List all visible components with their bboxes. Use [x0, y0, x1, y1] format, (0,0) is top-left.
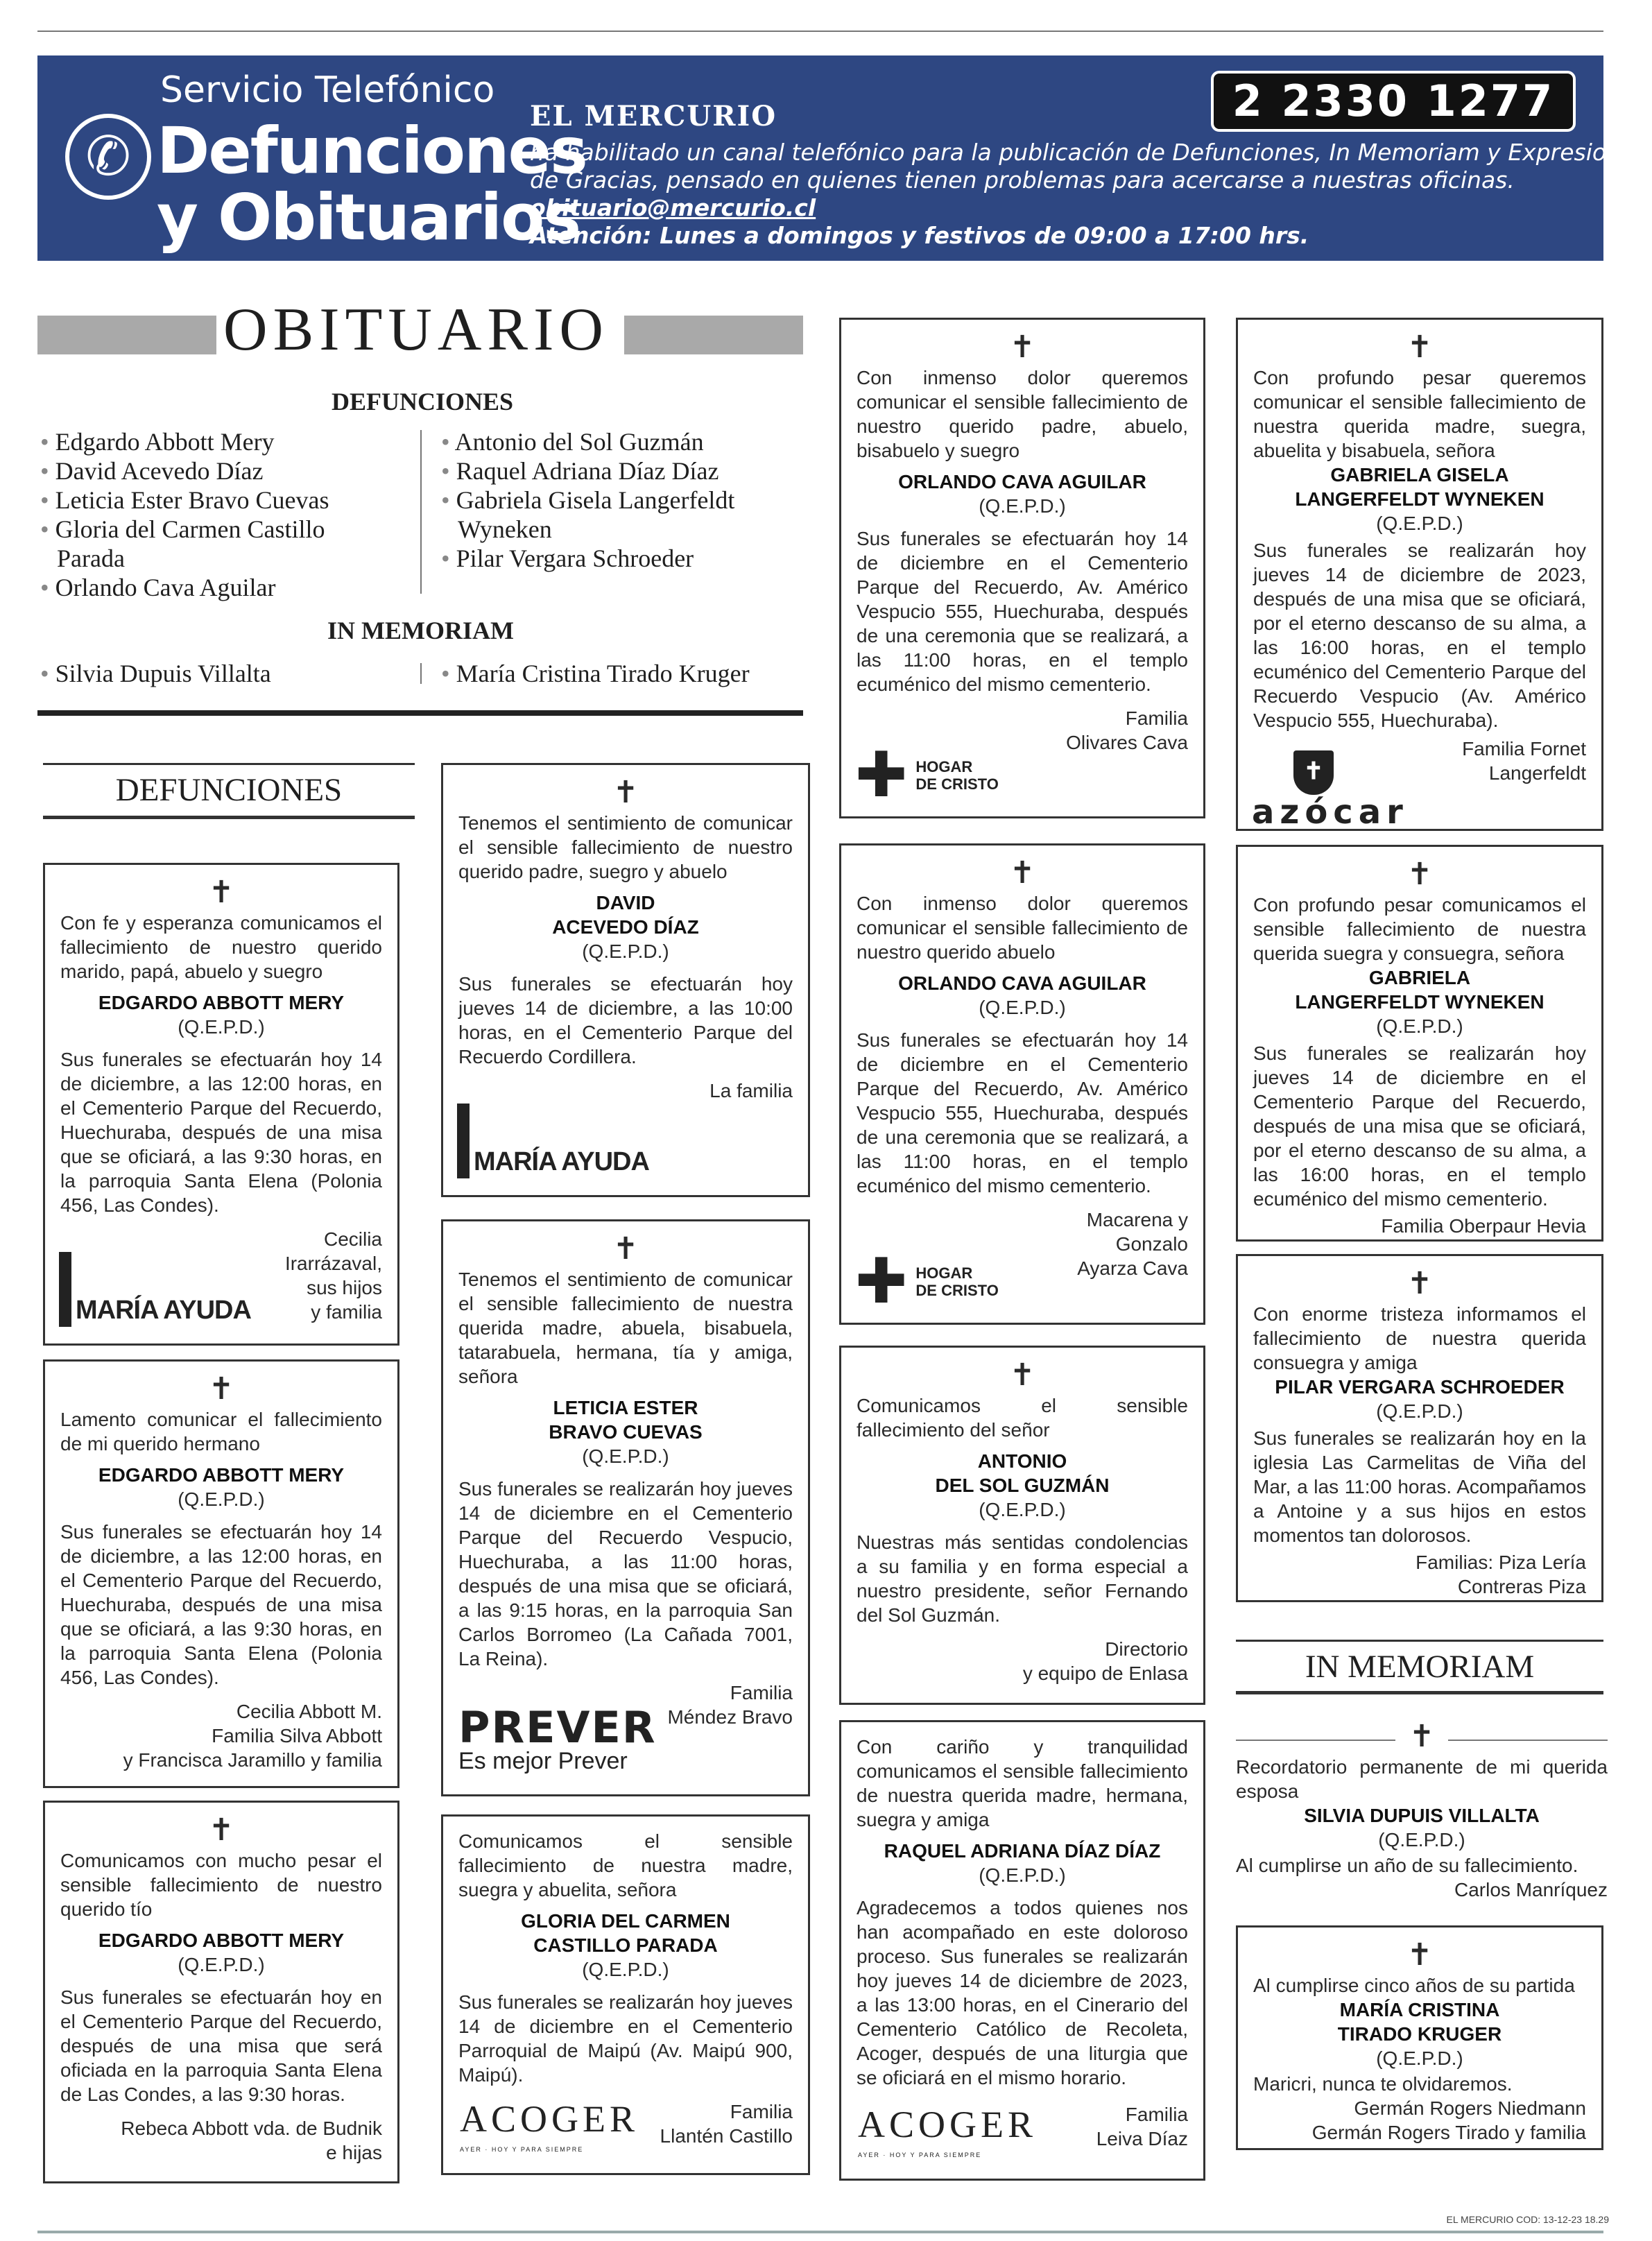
obituary-notice-langerfeldt-2: [1236, 845, 1603, 1242]
deceased-name: ORLANDO CAVA AGUILAR: [898, 471, 1146, 492]
index-memoriam-right[interactable]: • María Cristina Tirado Kruger: [441, 660, 750, 687]
qepd: (Q.E.P.D.): [582, 1445, 669, 1467]
notice-signature: Carlos Manríquez: [1454, 1879, 1608, 1900]
notice-signature: Macarena y Gonzalo Ayarza Cava: [1077, 1209, 1188, 1279]
qepd: (Q.E.P.D.): [979, 495, 1066, 517]
cross-icon: ✝: [612, 1231, 639, 1267]
notice-signature: Familia Leiva Díaz: [1096, 2104, 1188, 2149]
cross-icon: ✝: [1406, 329, 1433, 365]
notice-body: Al cumplirse un año de su fallecimiento.: [1236, 1855, 1578, 1876]
obituary-notice-langerfeldt-1: [1236, 318, 1603, 831]
newspaper-name: EL MERCURIO: [530, 100, 777, 132]
deceased-name: LETICIA ESTER: [553, 1397, 698, 1418]
obituary-notice-castillo: [441, 1814, 810, 2175]
index-column-divider: [420, 430, 422, 594]
deceased-name: LANGERFELDT WYNEKEN: [1295, 991, 1545, 1013]
deceased-name: ORLANDO CAVA AGUILAR: [898, 972, 1146, 994]
index-left-list: [40, 427, 329, 602]
obituary-notice-abbott-1: [43, 863, 399, 1346]
deceased-name: GABRIELA GISELA: [1330, 464, 1509, 486]
cross-icon: ✝: [1009, 1357, 1035, 1393]
notice-intro: Con enorme tristeza informamos el fallecimiento de nuestra querida consuegra y amiga: [1253, 1303, 1586, 1373]
deceased-name: SILVIA DUPUIS VILLALTA: [1304, 1805, 1540, 1826]
memoriam-rule-top: [1236, 1640, 1603, 1642]
notice-intro: Con inmenso dolor queremos comunicar el sensible fallecimiento de nuestro querido abuelo: [857, 893, 1188, 963]
deceased-name: BRAVO CUEVAS: [549, 1421, 703, 1443]
index-bottom-rule: [37, 710, 803, 716]
notice-intro: Al cumplirse cinco años de su partida: [1253, 1975, 1575, 1996]
notice-body: Sus funerales se realizarán hoy jueves 14 de diciembre en el Cementerio Parque del Recuerdo, después de una misa que se oficiará, por el eterno descanso de su alma, a las 16:00 horas, en el templo ecuménico del mismo cementerio.: [1253, 1042, 1586, 1210]
deceased-name: ACEVEDO DÍAZ: [552, 916, 699, 938]
title-bar-left: [37, 316, 216, 354]
qepd: (Q.E.P.D.): [979, 997, 1066, 1018]
phone-icon: ✆: [65, 114, 151, 200]
index-item[interactable]: • David Acevedo Díaz: [40, 457, 264, 485]
notice-signature: Familia Méndez Bravo: [667, 1682, 793, 1728]
qepd: (Q.E.P.D.): [178, 1016, 265, 1038]
index-item-continued: Wyneken: [458, 515, 552, 543]
qepd: (Q.E.P.D.): [582, 1959, 669, 1980]
obituary-notice-abbott-2: [43, 1359, 399, 1788]
notice-signature: Familia Oberpaur Hevia: [1381, 1215, 1586, 1237]
index-memoriam-divider: [420, 663, 422, 684]
notice-intro: Con fe y esperanza comunicamos el fallecimiento de nuestro querido marido, papá, abuelo y suegro: [60, 912, 382, 982]
banner-title-2: y Obituarios: [157, 180, 580, 255]
cross-icon: ✝: [1009, 855, 1035, 891]
deceased-name: PILAR VERGARA SCHROEDER: [1275, 1376, 1565, 1398]
deceased-name: GABRIELA: [1368, 967, 1471, 988]
qepd: (Q.E.P.D.): [582, 941, 669, 962]
qepd: (Q.E.P.D.): [1376, 1400, 1463, 1422]
index-item[interactable]: • Gabriela Gisela Langerfeldt: [441, 486, 735, 514]
index-memoriam-heading: IN MEMORIAM: [327, 617, 514, 644]
notice-body: Sus funerales se efectuarán hoy 14 de diciembre, a las 12:00 horas, en el Cementerio Parque del Recuerdo, Huechuraba, después de una misa que se oficiará, a las 9:30 horas, en la parroquia Santa Elena (Polonia 456, Las Condes).: [60, 1049, 382, 1216]
obituary-notice-cava-1: [839, 318, 1205, 818]
qepd: (Q.E.P.D.): [979, 1864, 1066, 1886]
index-item-continued: Parada: [57, 544, 125, 572]
cross-icon: ✝: [1406, 1937, 1433, 1973]
notice-signature: Rebeca Abbott vda. de Budnik e hijas: [121, 2118, 382, 2163]
section-memoriam-heading: IN MEMORIAM: [1305, 1649, 1535, 1685]
footer-code: EL MERCURIO COD: 13-12-23 18.29: [1446, 2214, 1609, 2225]
obituary-notice-bravo: [441, 1219, 810, 1796]
banner-title-1: Defunciones: [157, 114, 587, 188]
index-defunciones-heading: DEFUNCIONES: [332, 388, 514, 415]
deceased-name: ANTONIO: [977, 1450, 1067, 1472]
notice-body: Nuestras más sentidas condolencias a su familia y en forma especial a nuestro presidente, señor Fernando del Sol Guzmán.: [857, 1531, 1188, 1626]
cross-icon: ✝: [1406, 857, 1433, 892]
obituario-title: OBITUARIO: [223, 296, 609, 363]
notice-intro: Con cariño y tranquilidad comunicamos el sensible fallecimiento de nuestra querida madre, hermana, suegra y amiga: [857, 1736, 1188, 1830]
index-memoriam-left[interactable]: • Silvia Dupuis Villalta: [40, 660, 271, 687]
notice-intro: Comunicamos el sensible fallecimiento de nuestra madre, suegra y abuelita, señora: [458, 1830, 793, 1900]
cross-icon: ✝: [1409, 1719, 1435, 1754]
notice-signature: Cecilia Irarrázaval, sus hijos y familia: [284, 1228, 382, 1323]
memoriam-notice-dupuis: [1236, 1709, 1608, 1917]
notice-intro: Recordatorio permanente de mi querida esposa: [1236, 1756, 1608, 1802]
deceased-name: CASTILLO PARADA: [533, 1934, 718, 1956]
prever-logo: PREVER Es mejor Prever: [458, 1702, 657, 1774]
acoger-logo: ACOGER AYER · HOY Y PARA SIEMPRE: [858, 2104, 1038, 2158]
notice-body: Sus funerales se realizarán hoy jueves 14 de diciembre en el Cementerio Parque del Recuerdo Vespucio, Huechuraba, a las 11:00 horas, después de una misa que se oficiará, a las 9:15 horas, en la parroquia San Carlos Borromeo (La Cañada 7001, La Reina).: [458, 1478, 793, 1669]
index-item[interactable]: • Leticia Ester Bravo Cuevas: [40, 486, 329, 514]
deceased-name: DEL SOL GUZMÁN: [935, 1475, 1110, 1496]
notice-intro: Tenemos el sentimiento de comunicar el sensible fallecimiento de nuestra querida madre, abuela, bisabuela, tatarabuela, hermana, tía y amiga, señora: [458, 1269, 793, 1387]
maria-ayuda-logo: MARÍA AYUDA: [59, 1248, 251, 1323]
notice-body: Sus funerales se efectuarán hoy 14 de diciembre en el Cementerio Parque del Recuerdo, Av. Américo Vespucio 555, Huechuraba, después de una ceremonia que se realizará, a las 11:00 horas, en el templo ecuménico del mismo cementerio.: [857, 1029, 1188, 1196]
index-item[interactable]: • Gloria del Carmen Castillo: [40, 515, 325, 543]
index-item[interactable]: • Antonio del Sol Guzmán: [441, 428, 704, 456]
deceased-name: TIRADO KRUGER: [1337, 2023, 1502, 2045]
notice-body: Sus funerales se efectuarán hoy 14 de diciembre, a las 12:00 horas, en el Cementerio Parque del Recuerdo, Huechuraba, después de una misa que se oficiará, a las 9:30 horas, en la parroquia Santa Elena (Polonia 456, Las Condes).: [60, 1521, 382, 1688]
deceased-name: EDGARDO ABBOTT MERY: [98, 992, 345, 1013]
obituary-notice-acevedo: [441, 763, 810, 1197]
obituary-notice-diaz: [839, 1720, 1205, 2181]
crest-icon: ✝: [1293, 750, 1334, 795]
cross-icon: ✝: [208, 1371, 234, 1407]
notice-signature: Familias: Piza Lería Contreras Piza: [1416, 1552, 1586, 1597]
bottom-rule: [37, 2231, 1603, 2233]
notice-intro: Con profundo pesar queremos comunicar el sensible fallecimiento de nuestra querida madre, suegra, abuelita y bisabuela, señora: [1253, 367, 1586, 461]
notice-signature: Germán Rogers Niedmann Germán Rogers Tirado y familia: [1311, 2097, 1586, 2143]
deceased-name: MARÍA CRISTINA: [1339, 1999, 1500, 2020]
phone-service-banner: [37, 55, 1647, 261]
memoriam-line-left: [1236, 1740, 1395, 1741]
notice-body: Sus funerales se efectuarán hoy en el Cementerio Parque del Recuerdo, después de una misa que será oficiada en la parroquia Santa Elena de Las Condes, a las 9:30 horas.: [60, 1986, 382, 2105]
cross-icon: ✝: [208, 1812, 234, 1848]
notice-signature: Familia Fornet Langerfeldt: [1462, 738, 1586, 784]
service-label: Servicio Telefónico: [160, 69, 495, 111]
hogar-de-cristo-logo: ✚ HOGAR DE CRISTO: [855, 739, 999, 812]
index-item[interactable]: • Raquel Adriana Díaz Díaz: [441, 457, 719, 485]
notice-body: Sus funerales se realizarán hoy jueves 14 de diciembre de 2023, después de una misa que se oficiará, por el eterno descanso de su alma, a las 16:00 horas, en el templo ecuménico del Cementerio Parque del Recuerdo Vespucio (Av. Américo Vespucio 555, Huechuraba).: [1253, 540, 1586, 731]
cross-icon: ✝: [1009, 329, 1035, 365]
notice-body: Sus funerales se realizarán hoy en la iglesia Las Carmelitas de Viña del Mar, a las 11:00 horas. Acompañamos a Antoine y a sus hijos en estos momentos tan dolorosos.: [1253, 1427, 1586, 1546]
section-rule-top: [43, 763, 415, 765]
notice-signature: Familia Llantén Castillo: [660, 2101, 793, 2147]
qepd: (Q.E.P.D.): [1376, 1015, 1463, 1037]
notice-body: Maricri, nunca te olvidaremos.: [1253, 2073, 1513, 2095]
banner-hours: Atención: Lunes a domingos y festivos de 09:00 a 17:00 hrs.: [530, 222, 1309, 249]
qepd: (Q.E.P.D.): [178, 1488, 265, 1510]
banner-email-link[interactable]: obituario@mercurio.cl: [530, 194, 816, 221]
qepd: (Q.E.P.D.): [979, 1499, 1066, 1520]
title-bar-right: [624, 316, 803, 354]
notice-intro: Lamento comunicar el fallecimiento de mi querido hermano: [60, 1409, 382, 1454]
obituary-notice-vergara: [1236, 1254, 1603, 1602]
qepd: (Q.E.P.D.): [1378, 1829, 1465, 1851]
deceased-name: EDGARDO ABBOTT MERY: [98, 1464, 345, 1486]
obituary-notice-cava-2: [839, 843, 1205, 1325]
notice-signature: Directorio y equipo de Enlasa: [1022, 1638, 1188, 1684]
deceased-name: DAVID: [596, 892, 655, 913]
cross-icon: ✝: [208, 875, 234, 910]
deceased-name: RAQUEL ADRIANA DÍAZ DÍAZ: [884, 1840, 1161, 1862]
notice-intro: Comunicamos con mucho pesar el sensible fallecimiento de nuestro querido tío: [60, 1850, 382, 1920]
notice-body: Sus funerales se realizarán hoy jueves 14 de diciembre en el Cementerio Parroquial de Maipú (Av. Maipú 900, Maipú).: [458, 1991, 793, 2086]
notice-body: Agradecemos a todos quienes nos han acompañado en este doloroso proceso. Sus funerales se realizarán hoy jueves 14 de diciembre de 2023, a las 13:00 horas, en el Cinerario del Cementerio Católico de Recoleta, Acoger, después de una liturgia que se oficiará en el mismo horario.: [857, 1897, 1188, 2088]
deceased-name: LANGERFELDT WYNEKEN: [1295, 488, 1545, 510]
index-item[interactable]: • Orlando Cava Aguilar: [40, 574, 276, 601]
qepd: (Q.E.P.D.): [1376, 2047, 1463, 2069]
cross-icon: ✝: [612, 775, 639, 810]
memoriam-notice-tirado: [1236, 1925, 1603, 2150]
index-right-list: [441, 427, 734, 573]
notice-intro: Comunicamos el sensible fallecimiento del señor: [857, 1395, 1188, 1441]
memoriam-rule-bottom: [1236, 1691, 1603, 1694]
hogar-de-cristo-logo: ✚ HOGAR DE CRISTO: [855, 1245, 999, 1318]
notice-intro: Con inmenso dolor queremos comunicar el sensible fallecimiento de nuestro querido padre, abuelo, bisabuelo y suegro: [857, 367, 1188, 461]
azocar-logo: ✝ azócar: [1252, 750, 1409, 829]
obituary-notice-abbott-3: [43, 1801, 399, 2183]
top-rule: [37, 31, 1603, 32]
qepd: (Q.E.P.D.): [178, 1954, 265, 1975]
section-defunciones-heading: DEFUNCIONES: [115, 772, 343, 808]
cross-icon: ✝: [1406, 1266, 1433, 1301]
banner-text-1: ha habilitado un canal telefónico para la publicación de Defunciones, In Memoriam y Expresiones: [530, 139, 1647, 166]
notice-signature: Familia Olivares Cava: [1066, 707, 1188, 753]
qepd: (Q.E.P.D.): [1376, 513, 1463, 534]
obituary-notice-del-sol: [839, 1346, 1205, 1705]
index-item[interactable]: • Pilar Vergara Schroeder: [441, 544, 694, 572]
deceased-name: EDGARDO ABBOTT MERY: [98, 1930, 345, 1951]
phone-number: 2 2330 1277: [1211, 71, 1576, 132]
section-rule-bottom: [43, 816, 415, 819]
notice-intro: Tenemos el sentimiento de comunicar el sensible fallecimiento de nuestro querido padre, suegro y abuelo: [458, 812, 793, 882]
memoriam-line-right: [1448, 1740, 1608, 1741]
acoger-logo: ACOGER AYER · HOY Y PARA SIEMPRE: [460, 2098, 639, 2153]
notice-body: Sus funerales se efectuarán hoy jueves 14 de diciembre, a las 10:00 horas, en el Cementerio Parque del Recuerdo Cordillera.: [458, 973, 793, 1067]
index-item[interactable]: • Edgardo Abbott Mery: [40, 428, 275, 456]
notice-signature: Cecilia Abbott M. Familia Silva Abbott y Francisca Jaramillo y familia: [123, 1701, 382, 1771]
notice-body: Sus funerales se efectuarán hoy 14 de diciembre en el Cementerio Parque del Recuerdo, Av. Américo Vespucio 555, Huechuraba, después de una ceremonia que se realizará, a las 11:00 horas, en el templo ecuménico del mismo cementerio.: [857, 528, 1188, 695]
maria-ayuda-logo: MARÍA AYUDA: [457, 1099, 649, 1174]
notice-signature: La familia: [709, 1080, 793, 1101]
deceased-name: GLORIA DEL CARMEN: [521, 1910, 730, 1932]
notice-intro: Con profundo pesar comunicamos el sensible fallecimiento de nuestra querida suegra y consuegra, señora: [1253, 894, 1586, 964]
banner-text-2: de Gracias, pensado en quienes tienen problemas para acercarse a nuestras oficinas.: [530, 166, 1515, 194]
